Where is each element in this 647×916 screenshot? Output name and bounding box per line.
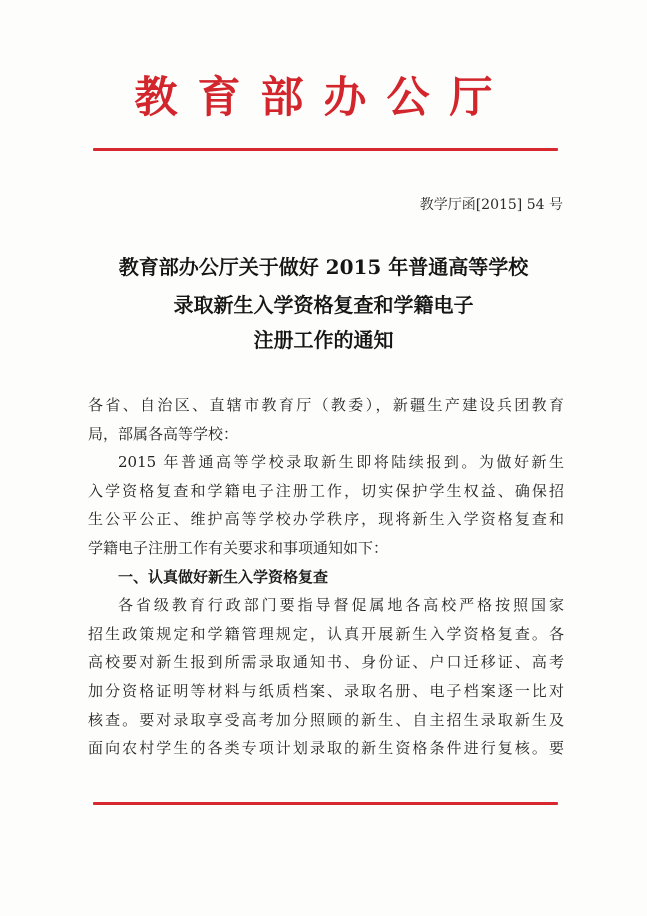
section-1-line: 各省级教育行政部门要指导督促属地各高校严格按照国家	[118, 596, 564, 615]
title-line-3: 注册工作的通知	[253, 328, 394, 352]
document-number: 教学厅函[2015] 54 号	[419, 197, 563, 213]
intro-line: 入学资格复查和学籍电子注册工作，切实保护学生权益、确保招	[88, 481, 564, 500]
red-rule-bottom	[93, 802, 558, 805]
section-1-heading: 一、认真做好新生入学资格复查	[118, 567, 329, 586]
letterhead: 教育部办公厅	[134, 73, 513, 123]
title-line-1: 教育部办公厅关于做好 2015 年普通高等学校	[118, 255, 529, 279]
title-line-2: 录取新生入学资格复查和学籍电子	[173, 293, 474, 317]
section-1-line: 面向农村学生的各类专项计划录取的新生资格条件进行复核。要	[88, 739, 564, 758]
red-rule-top	[93, 148, 558, 151]
section-1-line: 高校要对新生报到所需录取通知书、身份证、户口迁移证、高考	[88, 653, 564, 672]
addressee-line-1: 各省、自治区、直辖市教育厅（教委），新疆生产建设兵团教育	[88, 396, 564, 414]
intro-line: 生公平公正、维护高等学校办学秩序，现将新生入学资格复查和	[88, 510, 564, 529]
section-1-line: 招生政策规定和学籍管理规定，认真开展新生入学资格复查。各	[88, 624, 564, 643]
document-body	[88, 391, 564, 763]
section-1-line: 加分资格证明等材料与纸质档案、录取名册、电子档案逐一比对	[88, 681, 564, 700]
intro-line: 学籍电子注册工作有关要求和事项通知如下：	[88, 538, 389, 557]
intro-line: 2015 年普通高等学校录取新生即将陆续报到。为做好新生	[118, 453, 564, 472]
section-1-line: 核查。要对录取享受高考加分照顾的新生、自主招生录取新生及	[88, 710, 564, 729]
addressee-line-2: 局，部属各高等学校：	[88, 424, 239, 443]
